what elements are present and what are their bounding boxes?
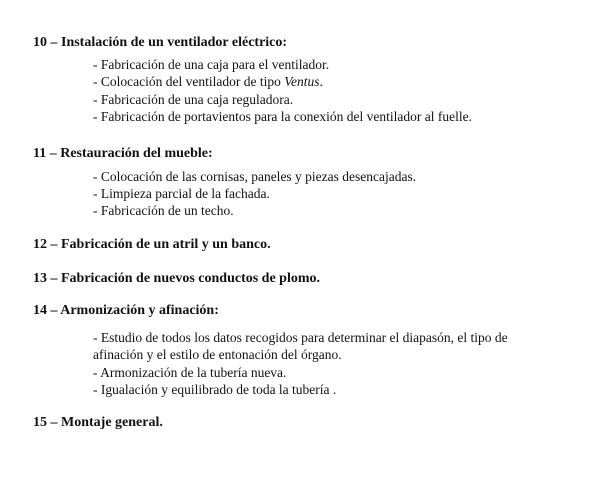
section-11-item-1: - Colocación de las cornisas, paneles y piezas desencajadas. <box>93 169 417 184</box>
section-10-item-1: - Fabricación de una caja para el ventilador. <box>93 57 330 72</box>
section-14-item-1-cont: afinación y el estilo de entonación del órgano. <box>93 347 342 362</box>
section-10-item-4: - Fabricación de portavientos para la conexión del ventilador al fuelle. <box>93 109 472 124</box>
section-14-heading: 14 – Armonización y afinación: <box>33 303 219 318</box>
section-11-item-2: - Limpieza parcial de la fachada. <box>93 186 270 201</box>
section-12-heading: 12 – Fabricación de un atril y un banco. <box>33 237 271 252</box>
section-11-heading: 11 – Restauración del mueble: <box>33 146 213 161</box>
section-14-item-3: - Igualación y equilibrado de toda la tubería . <box>93 382 337 397</box>
section-15-heading: 15 – Montaje general. <box>33 415 163 430</box>
section-10-item-3: - Fabricación de una caja reguladora. <box>93 92 294 107</box>
section-10-item-2 <box>93 73 323 90</box>
section-11-item-3: - Fabricación de un techo. <box>93 203 234 218</box>
section-14-item-2: - Armonización de la tubería nueva. <box>93 365 287 380</box>
section-13-heading: 13 – Fabricación de nuevos conductos de plomo. <box>33 271 321 286</box>
section-10-item-2-end: . <box>319 74 323 89</box>
section-10-heading: 10 – Instalación de un ventilador eléctrico: <box>33 35 288 50</box>
section-10-item-2-text: - Colocación del ventilador de tipo <box>93 74 281 89</box>
section-14-item-1: - Estudio de todos los datos recogidos para determinar el diapasón, el tipo de <box>93 330 508 345</box>
section-10-item-2-italic: Ventus <box>284 74 320 89</box>
